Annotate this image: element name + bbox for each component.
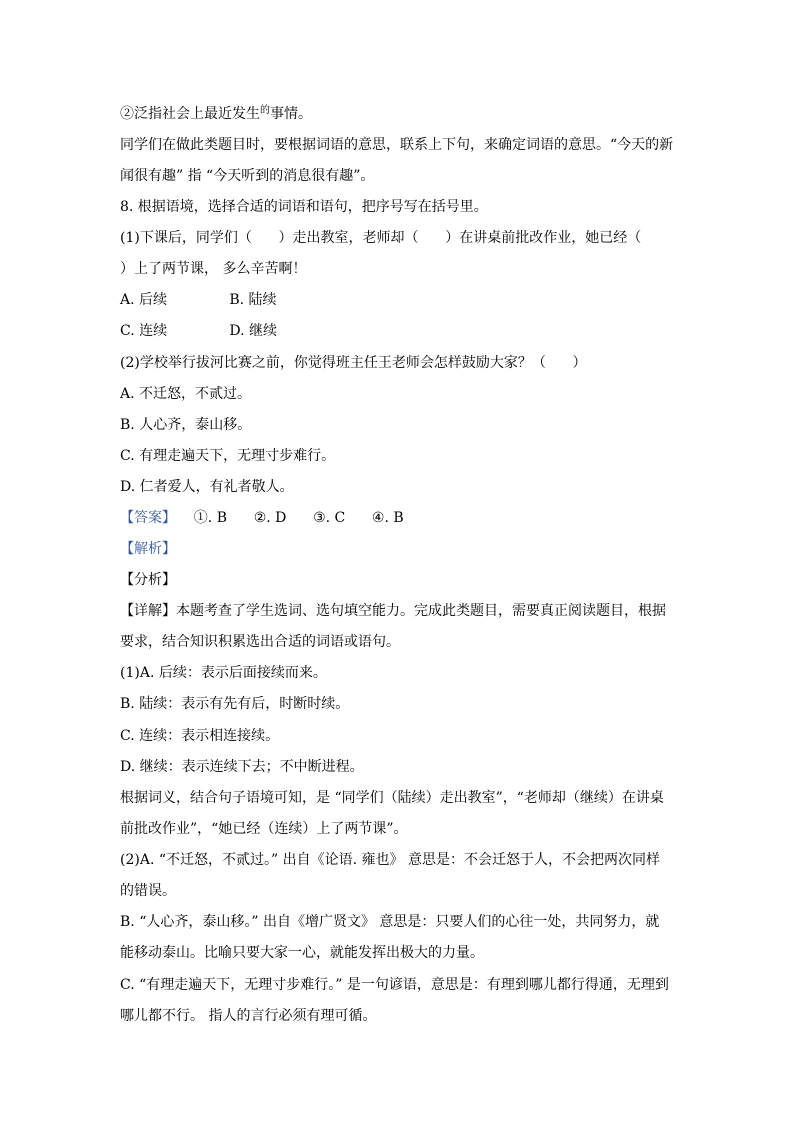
text-line: ）上了两节课， 多么辛苦啊！ bbox=[120, 261, 307, 277]
text-line: 闻很有趣” 指 “今天听到的消息很有趣”。 bbox=[120, 168, 375, 184]
text-line: D. 继续：表示连续下去；不中断进程。 bbox=[120, 759, 364, 775]
option-line: B. 人心齐，泰山移。 bbox=[120, 417, 252, 433]
text-line: C. “有理走遍天下，无理寸步难行。” 是一句谚语，意思是：有理到哪儿都行得通，无理到 bbox=[120, 977, 669, 993]
answer-values: ①. B ②. D ③. C ④. B bbox=[176, 510, 404, 526]
text-line: (1)下课后，同学们（ ）走出教室，老师却（ ）在讲桌前批改作业，她已经（ bbox=[120, 230, 642, 246]
text-line: 根据词义，结合句子语境可知，是 “同学们（陆续）走出教室”，“老师却（继续）在讲桌 bbox=[120, 790, 664, 806]
option-line: C. 有理走遍天下，无理寸步难行。 bbox=[120, 448, 336, 464]
text-span: ②泛指社会上最近发生 bbox=[120, 106, 260, 122]
text-line: B. “人心齐，泰山移。” 出自《增广贤文》 意思是：只要人们的心往一处，共同努力，就 bbox=[120, 914, 660, 930]
text-line bbox=[120, 104, 680, 126]
text-span: 事情。 bbox=[270, 106, 312, 122]
text-line: (1)A. 后续：表示后面接续而来。 bbox=[120, 665, 327, 681]
text-line: 的错误。 bbox=[120, 883, 176, 899]
text-line: 要求，结合知识积累选出合适的词语或语句。 bbox=[120, 634, 400, 650]
option-line: C. 连续 D. 继续 bbox=[120, 323, 278, 339]
text-line: (2)A. “不迁怒，不贰过。” 出自《论语. 雍也》 意思是：不会迁怒于人，不会把两次同样 bbox=[120, 852, 660, 868]
text-line: 哪儿都不行。 指人的言行必须有理可循。 bbox=[120, 1008, 377, 1024]
option-line: A. 后续 B. 陆续 bbox=[120, 292, 277, 308]
text-line: (2)学校举行拔河比赛之前，你觉得班主任王老师会怎样鼓励大家？（ ） bbox=[120, 355, 587, 371]
text-line: C. 连续：表示相连接续。 bbox=[120, 728, 280, 744]
option-line: D. 仁者爱人，有礼者敬人。 bbox=[120, 479, 294, 495]
section-tag: 【分析】 bbox=[120, 572, 176, 588]
text-line: 前批改作业”，“她已经（连续）上了两节课”。 bbox=[120, 821, 408, 837]
answer-line bbox=[120, 508, 680, 528]
superscript-char: 的 bbox=[260, 105, 270, 116]
text-line: B. 陆续：表示有先有后，时断时续。 bbox=[120, 696, 350, 712]
analysis-tag: 【解析】 bbox=[120, 541, 176, 557]
answer-tag: 【答案】 bbox=[120, 510, 176, 526]
option-line: A. 不迁怒，不贰过。 bbox=[120, 386, 252, 402]
text-line: 同学们在做此类题目时，要根据词语的意思，联系上下句，来确定词语的意思。“今天的新 bbox=[120, 137, 674, 153]
text-line: 能移动泰山。比喻只要大家一心，就能发挥出极大的力量。 bbox=[120, 945, 484, 961]
text-line: 【详解】本题考查了学生选词、选句填空能力。完成此类题目，需要真正阅读题目，根据 bbox=[120, 603, 666, 619]
question-title: 8. 根据语境，选择合适的词语和语句，把序号写在括号里。 bbox=[120, 199, 488, 215]
